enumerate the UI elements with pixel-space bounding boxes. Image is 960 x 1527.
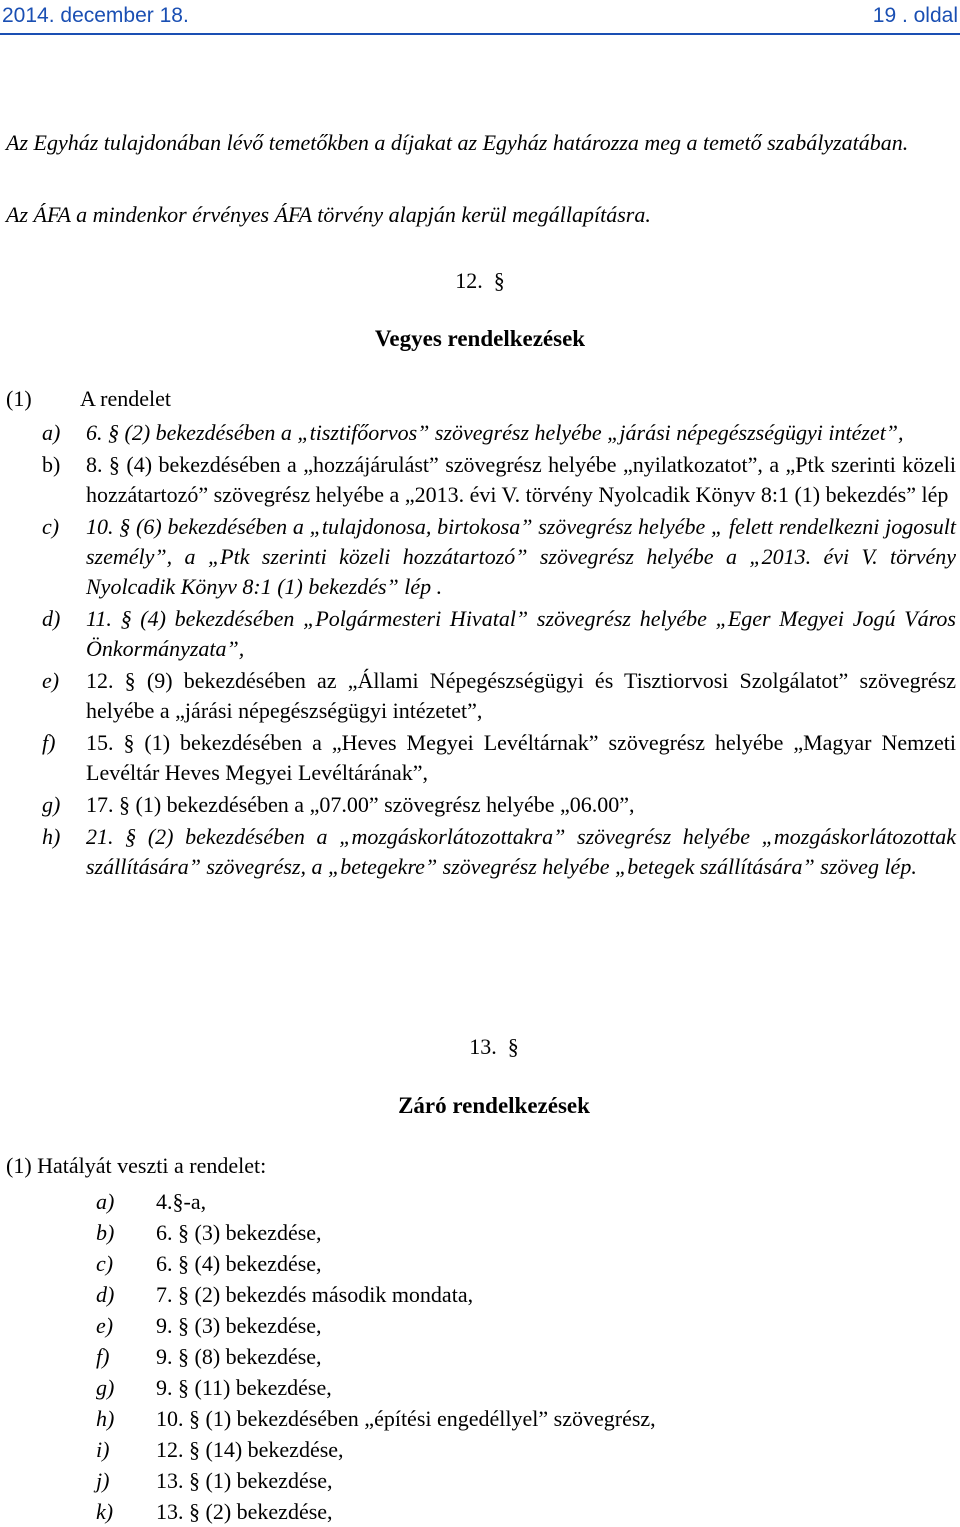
section-13-title: Záró rendelkezések [398,1093,590,1118]
header-divider [0,33,960,35]
list-item-text: 7. § (2) bekezdés második mondata, [156,1282,474,1307]
list-item-text: 15. § (1) bekezdésében a „Heves Megyei Levéltárnak” szövegrész helyébe „Magyar Nemzeti Levéltár Heves Megyei Levéltárának”, [86,730,956,785]
list-item [6,790,956,820]
list-item-label: k) [96,1499,114,1524]
list-item-text: 17. § (1) bekezdésében a „07.00” szövegrész helyébe „06.00”, [86,792,635,817]
section-symbol-icon: § [493,268,505,293]
section-symbol-icon: § [507,1034,519,1059]
list-item-label: g) [42,792,61,817]
section-13-intro: (1) Hatályát veszti a rendelet: [6,1153,267,1178]
section-12-number: 12. § [455,268,505,293]
list-item-text: 13. § (2) bekezdése, [156,1499,333,1524]
list-item-label: c) [96,1251,114,1276]
list-item [6,450,956,510]
header-date: 2014. december 18. [2,4,189,27]
list-item [6,512,956,602]
list-item-text: 12. § (14) bekezdése, [156,1437,344,1462]
section-12-title: Vegyes rendelkezések [374,326,586,351]
list-item-text: 9. § (3) bekezdése, [156,1313,322,1338]
list-item-text: 10. § (6) bekezdésében a „tulajdonosa, birtokosa” szövegrész helyébe „ felett rendelkezni jogosult személy”, a „Ptk szerinti közeli hozzátartozó” szövegrész helyébe a „2013. évi V. törvény Nyolcadik Könyv 8:1 (1) bekezdés” lép . [86,514,956,599]
list-item-label: e) [96,1313,114,1338]
list-item-label: a) [42,420,61,445]
section-13-list [0,1186,960,1526]
list-item-label: b) [96,1220,115,1245]
section-12-item-1 [6,384,956,414]
list-item [6,822,956,882]
list-item-text: 11. § (4) bekezdésében „Polgármesteri Hivatal” szövegrész helyébe „Eger Megyei Jogú Város Önkormányzata”, [86,606,956,661]
intro-paragraph-2: Az ÁFA a mindenkor érvényes ÁFA törvény alapján kerül megállapításra. [6,202,651,227]
list-item-label: f) [96,1344,110,1369]
intro-paragraph-1: Az Egyház tulajdonában lévő temetőkben a díjakat az Egyház határozza meg a temető szabályzatában. [6,130,909,155]
list-item-text: 21. § (2) bekezdésében a „mozgáskorlátozottakra” szövegrész helyébe „mozgáskorlátozottak szállítására” szövegrész, a „betegekre” szövegrész helyébe „betegek szállítására” szöveg lép. [86,824,956,879]
section-12-body [6,384,956,882]
section-13-number: 13. § [469,1034,519,1059]
list-item [6,604,956,664]
list-item-label: i) [96,1437,110,1462]
list-item [6,728,956,788]
list-item-text: 6. § (2) bekezdésében a „tisztifőorvos” szövegrész helyébe „járási népegészségügyi intézet”, [86,420,904,445]
list-item-label: d) [42,606,61,631]
list-item-label: a) [96,1189,115,1214]
list-item-label: f) [42,730,56,755]
list-item-text: 13. § (1) bekezdése, [156,1468,333,1493]
list-item-text: 8. § (4) bekezdésében a „hozzájárulást” szövegrész helyébe „nyilatkozatot”, a „Ptk szerinti közeli hozzátartozó” szövegrész helyébe a „2013. évi V. törvény Nyolcadik Könyv 8:1 (1) bekezdés” lép [86,452,956,507]
list-item-label: g) [96,1375,115,1400]
list-item-label: b) [42,452,61,477]
list-item-label: d) [96,1282,115,1307]
list-item-label: h) [96,1406,115,1431]
item-label: (1) [6,386,32,411]
list-item-text: 9. § (8) bekezdése, [156,1344,322,1369]
list-item [6,666,956,726]
list-item-text: 9. § (11) bekezdése, [156,1375,332,1400]
item-text: A rendelet [80,386,172,411]
page-header [0,0,960,32]
list-item-label: c) [42,514,60,539]
list-item-label: h) [42,824,61,849]
list-item-label: e) [42,668,60,693]
list-item-text: 12. § (9) bekezdésében az „Állami Népegészségügyi és Tisztiorvosi Szolgálatot” szövegrész helyébe a „járási népegészségügyi intézetet”, [86,668,956,723]
header-page-number: 19 . oldal [872,4,958,27]
list-item [6,418,956,448]
list-item-label: j) [96,1468,110,1493]
list-item-text: 6. § (4) bekezdése, [156,1251,322,1276]
list-item-text: 6. § (3) bekezdése, [156,1220,322,1245]
list-item-text: 4.§-a, [156,1189,207,1214]
list-item-text: 10. § (1) bekezdésében „építési engedéllyel” szövegrész, [156,1406,656,1431]
